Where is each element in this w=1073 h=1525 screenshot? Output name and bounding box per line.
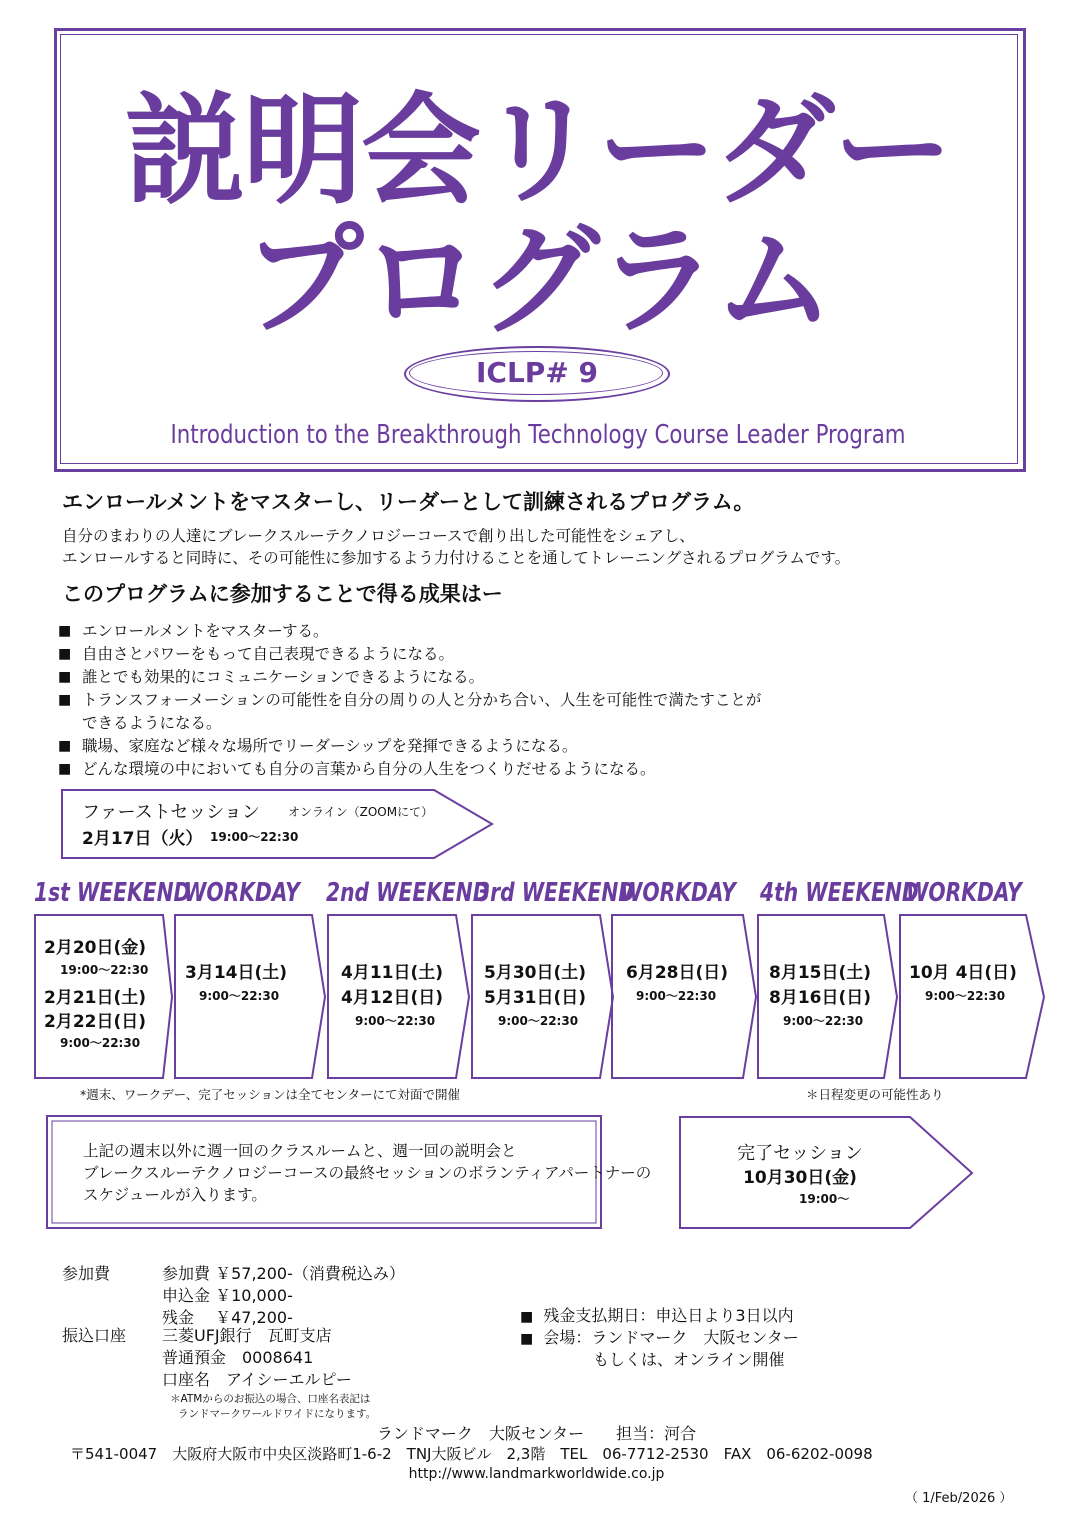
first-session-label: ファーストセッション	[82, 802, 260, 823]
schedule-time: 19:00～22:30	[60, 963, 149, 977]
completion-date: 10月30日(金)	[743, 1168, 857, 1188]
footer-center: ランドマーク 大阪センター 担当：河合	[376, 1424, 697, 1443]
results-heading: このプログラムに参加することで得る成果はー	[62, 582, 503, 606]
venue-alt: もしくは、オンライン開催	[593, 1350, 785, 1369]
footer-url[interactable]: http://www.landmarkworldwide.co.jp	[408, 1466, 665, 1482]
fee-line-1: 参加費 ￥57,200-（消費税込み）	[162, 1264, 405, 1283]
extra-box-text	[83, 1140, 651, 1206]
fee-line-3: 残金 ￥47,200-	[162, 1308, 293, 1327]
bank-line-3: 口座名 アイシーエルピー	[162, 1370, 352, 1389]
schedule-label-2: WORKDAY	[184, 878, 300, 908]
schedule-time: 9:00～22:30	[199, 989, 280, 1003]
extra-line-3: スケジュールが入ります。	[83, 1186, 267, 1204]
schedule-date: 2月20日(金)	[44, 938, 147, 958]
list-item-text: トランスフォーメーションの可能性を自分の周りの人と分かち合い、人生を可能性で満たすことが	[82, 691, 762, 709]
bullet-icon: ■	[520, 1331, 534, 1347]
schedule-label-4: 3rd WEEKEND	[476, 878, 636, 908]
schedule-date: 3月14日(土)	[185, 963, 288, 983]
atm-note-2: ランドマークワールドワイドになります。	[178, 1408, 377, 1420]
schedule-time: 9:00～22:30	[636, 989, 717, 1003]
venue	[520, 1327, 799, 1350]
schedule-date: 8月15日(土)	[769, 963, 872, 983]
list-item: ■ 誰とでも効果的にコミュニケーションできるようになる。	[58, 666, 761, 689]
footer-date: （ 1/Feb/2026 ）	[905, 1491, 1013, 1506]
atm-note	[170, 1392, 376, 1422]
schedule-date: 8月16日(日)	[769, 988, 872, 1008]
intro-heading: エンロールメントをマスターし、リーダーとして訓練されるプログラム。	[62, 490, 755, 514]
atm-note-1: ＊ATMからのお振込の場合、口座名表記は	[170, 1393, 371, 1405]
subtitle: Introduction to the Breakthrough Technology Course Leader Program	[170, 420, 906, 450]
intro-line-2: エンロールすると同時に、その可能性に参加するよう力付けることを通してトレーニングされるプログラムです。	[62, 549, 851, 567]
list-item: ■ 自由さとパワーをもって自己表現できるようになる。	[58, 643, 761, 666]
schedule-date: 5月31日(日)	[484, 988, 587, 1008]
first-session-time: 19:00～22:30	[210, 830, 299, 844]
bank-line-2: 普通預金 0008641	[162, 1348, 314, 1367]
schedule-date: 2月22日(日)	[44, 1012, 147, 1032]
badge-text: ICLP# 9	[475, 356, 599, 389]
intro-line-1: 自分のまわりの人達にブレークスルーテクノロジーコースで創り出した可能性をシェアし、	[62, 527, 695, 545]
schedule-date: 5月30日(土)	[484, 963, 587, 983]
schedule-date: 4月11日(土)	[341, 963, 444, 983]
schedule-label-3: 2nd WEEKEND	[326, 878, 490, 908]
title-line-1: 説明会リーダー	[125, 82, 951, 221]
title-line-2: プログラム	[243, 212, 833, 351]
bank-label: 振込口座	[62, 1326, 127, 1345]
schedule-time: 9:00～22:30	[60, 1036, 141, 1050]
first-session-date: 2月17日（火）	[82, 829, 203, 849]
schedule-label-7: WORKDAY	[906, 878, 1022, 908]
completion-label: 完了セッション	[737, 1143, 863, 1164]
deadline-text: 残金支払期日：申込日より3日以内	[543, 1306, 794, 1325]
schedule-time: 9:00～22:30	[925, 989, 1006, 1003]
schedule-note-right: ＊日程変更の可能性あり	[806, 1087, 944, 1102]
first-session-mode: オンライン（ZOOMにて）	[288, 805, 434, 819]
venue-text: 会場：ランドマーク 大阪センター	[543, 1328, 799, 1347]
list-item-cont: できるようになる。	[82, 714, 222, 732]
schedule-label-1: 1st WEEKEND	[34, 878, 191, 908]
schedule-note-left: *週末、ワークデー、完了セッションは全てセンターにて対面で開催	[80, 1087, 461, 1102]
schedule-date: 2月21日(土)	[44, 988, 147, 1008]
schedule-time: 9:00～22:30	[783, 1014, 864, 1028]
bank-details	[162, 1325, 352, 1391]
list-item: ■ エンロールメントをマスターする。	[58, 620, 761, 643]
completion-time: 19:00～	[799, 1192, 850, 1206]
schedule-label-5: WORKDAY	[620, 878, 736, 908]
extra-line-1: 上記の週末以外に週一回のクラスルームと、週一回の説明会と	[83, 1142, 517, 1160]
schedule-time: 9:00～22:30	[498, 1014, 579, 1028]
payment-deadline	[520, 1305, 794, 1328]
schedule-date: 6月28日(日)	[626, 963, 729, 983]
bullet-icon: ■	[520, 1309, 534, 1325]
fee-line-2: 申込金 ￥10,000-	[162, 1286, 293, 1305]
list-item: ■ 職場、家庭など様々な場所でリーダーシップを発揮できるようになる。	[58, 735, 761, 758]
fee-details	[162, 1263, 405, 1329]
schedule-time: 9:00～22:30	[355, 1014, 436, 1028]
list-item: ■ どんな環境の中においても自分の言葉から自分の人生をつくりだせるようになる。	[58, 758, 761, 781]
schedule-date: 4月12日(日)	[341, 988, 444, 1008]
fee-label: 参加費	[62, 1264, 111, 1283]
schedule-date: 10月 4日(日)	[909, 963, 1017, 983]
bank-line-1: 三菱UFJ銀行 瓦町支店	[162, 1326, 332, 1345]
footer-address: 〒541-0047 大阪府大阪市中央区淡路町1-6-2 TNJ大阪ビル 2,3階 TEL 06-7712-2530 FAX 06-6202-0098	[70, 1445, 873, 1463]
schedule-label-6: 4th WEEKEND	[760, 878, 919, 908]
extra-line-2: ブレークスルーテクノロジーコースの最終セッションのボランティアパートナーの	[83, 1164, 652, 1182]
